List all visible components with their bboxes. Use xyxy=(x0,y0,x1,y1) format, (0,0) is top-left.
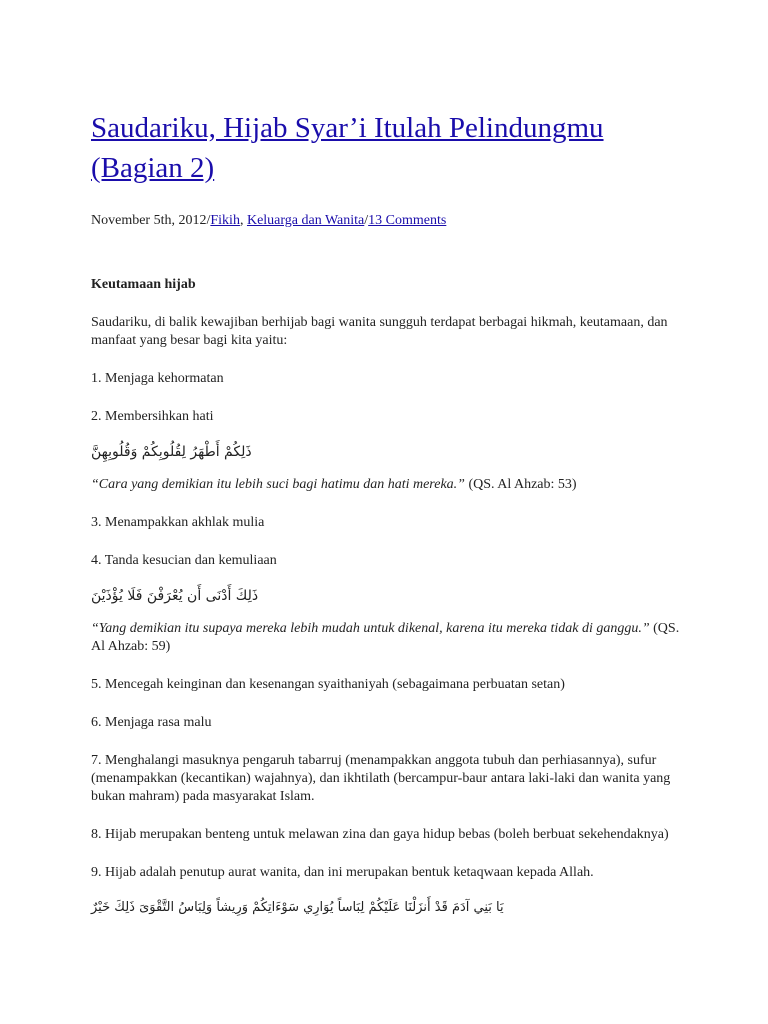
arabic-text: ذَلِكُمْ أَطْهَرُ لِقُلُوبِكُمْ وَقُلُوبِهِنَّ xyxy=(91,444,252,460)
list-item: 6. Menjaga rasa malu xyxy=(91,715,212,730)
article-title xyxy=(91,108,691,188)
list-item: 2. Membersihkan hati xyxy=(91,409,214,424)
meta-separator: / xyxy=(206,213,211,228)
arabic-verse xyxy=(91,442,691,462)
quote-reference: (QS. Al Ahzab: 59) xyxy=(91,621,680,654)
list-item: 3. Menampakkan akhlak mulia xyxy=(91,515,265,530)
post-date: November 5th, 2012 xyxy=(91,213,207,228)
quote-text: “Cara yang demikian itu lebih suci bagi hatimu dan hati mereka.” xyxy=(91,477,465,492)
intro-paragraph: Saudariku, di balik kewajiban berhijab bagi wanita sungguh terdapat berbagai hikmah, keutamaan, dan manfaat yang besar bagi kita yaitu: xyxy=(91,315,668,348)
quote-paragraph xyxy=(91,476,691,494)
list-item: 7. Menghalangi masuknya pengaruh tabarruj (menampakkan anggota tubuh dan perhiasannya), sufur (menampakkan (kecantikan) wajahnya), dan ikhtilath (bercampur-baur antara laki-laki dan wanita yang bukan mahram) pada masyarakat Islam. xyxy=(91,753,671,804)
category-link-fikih[interactable]: Fikih xyxy=(210,213,240,228)
arabic-text: ذَلِكَ أَدْنَى أَن يُعْرَفْنَ فَلَا يُؤْذَيْنَ xyxy=(91,588,259,604)
post-meta xyxy=(91,212,691,230)
meta-separator: / xyxy=(364,213,369,228)
article xyxy=(91,108,691,918)
list-item: 1. Menjaga kehormatan xyxy=(91,371,224,386)
section-heading: Keutamaan hijab xyxy=(91,277,196,292)
quote-reference: (QS. Al Ahzab: 53) xyxy=(464,477,577,492)
list-item: 9. Hijab adalah penutup aurat wanita, dan ini merupakan bentuk ketaqwaan kepada Allah. xyxy=(91,865,594,880)
arabic-verse xyxy=(91,586,691,606)
comments-link[interactable]: 13 Comments xyxy=(368,213,447,228)
quote-paragraph xyxy=(91,620,691,656)
list-item: 4. Tanda kesucian dan kemuliaan xyxy=(91,553,277,568)
arabic-text: يَا بَنِي آدَمَ قَدْ أَنزَلْنَا عَلَيْكُمْ لِبَاساً يُوَارِي سَوْءَاتِكُمْ وَرِيشاً وَلِبَاسُ التَّقْوَىَ ذَلِكَ خَيْرٌ xyxy=(91,900,504,915)
category-link-keluarga[interactable]: Keluarga dan Wanita xyxy=(246,213,365,228)
quote-text: “Yang demikian itu supaya mereka lebih mudah untuk dikenal, karena itu mereka tidak di ganggu.” xyxy=(91,621,650,636)
arabic-verse xyxy=(91,898,691,918)
list-item: 8. Hijab merupakan benteng untuk melawan zina dan gaya hidup bebas (boleh berbuat sekehendaknya) xyxy=(91,827,669,842)
meta-comma: , xyxy=(239,213,247,228)
article-title-link[interactable]: Saudariku, Hijab Syar’i Itulah Pelindungmu (Bagian 2) xyxy=(91,112,604,184)
list-item: 5. Mencegah keinginan dan kesenangan syaithaniyah (sebagaimana perbuatan setan) xyxy=(91,677,565,692)
